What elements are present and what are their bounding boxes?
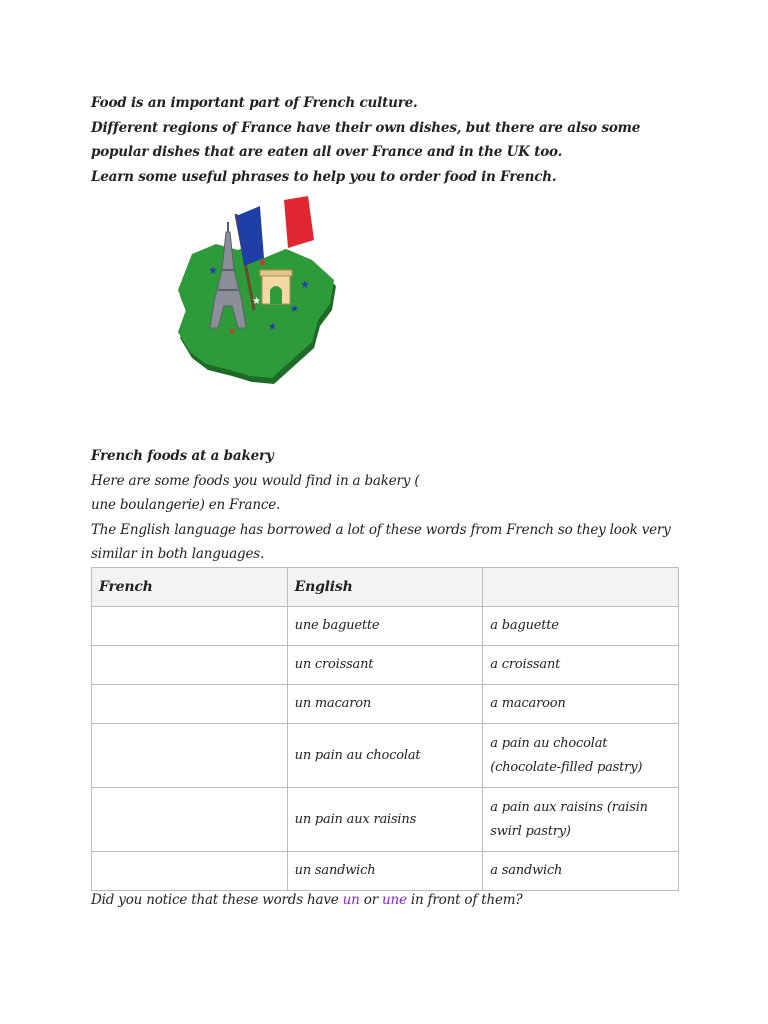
section-line-1: Here are some foods you would find in a bakery ( xyxy=(91,472,420,489)
outro-text-before: Did you notice that these words have xyxy=(91,892,343,908)
section-line-2: une boulangerie) en France. xyxy=(91,497,281,513)
table-cell xyxy=(92,607,288,646)
svg-text:★: ★ xyxy=(268,322,277,333)
intro-line-1: Food is an important part of French culture. xyxy=(91,95,418,111)
table-cell xyxy=(92,685,288,724)
header-french: French xyxy=(92,568,288,607)
table-cell: a pain au chocolat (chocolate-filled pastry) xyxy=(483,724,679,788)
table-cell: a sandwich xyxy=(483,852,679,891)
table-cell: un macaron xyxy=(287,685,483,724)
table-cell: a pain aux raisins (raisin swirl pastry) xyxy=(483,788,679,852)
svg-text:★: ★ xyxy=(228,327,237,337)
section-title: French foods at a bakery xyxy=(91,448,274,464)
header-english: English xyxy=(287,568,483,607)
highlight-un: un xyxy=(342,892,360,908)
table-cell: une baguette xyxy=(287,607,483,646)
intro-line-2: Different regions of France have their own dishes, but there are also some popular dishes that are eaten all over France and in the UK too. xyxy=(91,119,641,160)
table-row xyxy=(92,724,679,788)
table-cell: a baguette xyxy=(483,607,679,646)
table-cell: a croissant xyxy=(483,646,679,685)
highlight-une: une xyxy=(382,892,407,908)
table-row xyxy=(92,607,679,646)
svg-text:★: ★ xyxy=(300,278,310,291)
header-blank xyxy=(483,568,679,607)
table-cell xyxy=(92,852,288,891)
svg-text:★: ★ xyxy=(290,304,299,315)
table-cell xyxy=(92,646,288,685)
intro-line-3: Learn some useful phrases to help you to order food in French. xyxy=(91,168,557,185)
bakery-section xyxy=(91,444,691,567)
table-cell xyxy=(92,724,288,788)
table-row xyxy=(92,788,679,852)
table-cell: un croissant xyxy=(287,646,483,685)
section-line-3: The English language has borrowed a lot of these words from French so they look very similar in both languages. xyxy=(91,521,671,562)
svg-text:★: ★ xyxy=(208,264,218,277)
outro-question xyxy=(91,888,522,912)
table-row xyxy=(92,646,679,685)
outro-text-middle: or xyxy=(359,892,383,908)
table-cell: un pain au chocolat xyxy=(287,724,483,788)
france-map-illustration xyxy=(172,192,344,388)
table-row xyxy=(92,852,679,891)
table-row xyxy=(92,685,679,724)
svg-text:★: ★ xyxy=(258,258,267,269)
france-map-eiffel-tower-flag-illustration xyxy=(172,192,344,388)
table-cell: un pain aux raisins xyxy=(287,788,483,852)
table-cell: un sandwich xyxy=(287,852,483,891)
table-header-row xyxy=(92,568,679,607)
table-cell: a macaroon xyxy=(483,685,679,724)
outro-text-after: in front of them? xyxy=(406,892,523,908)
intro-text xyxy=(91,91,691,189)
svg-text:★: ★ xyxy=(252,296,261,307)
table-cell xyxy=(92,788,288,852)
vocabulary-table xyxy=(91,567,679,891)
